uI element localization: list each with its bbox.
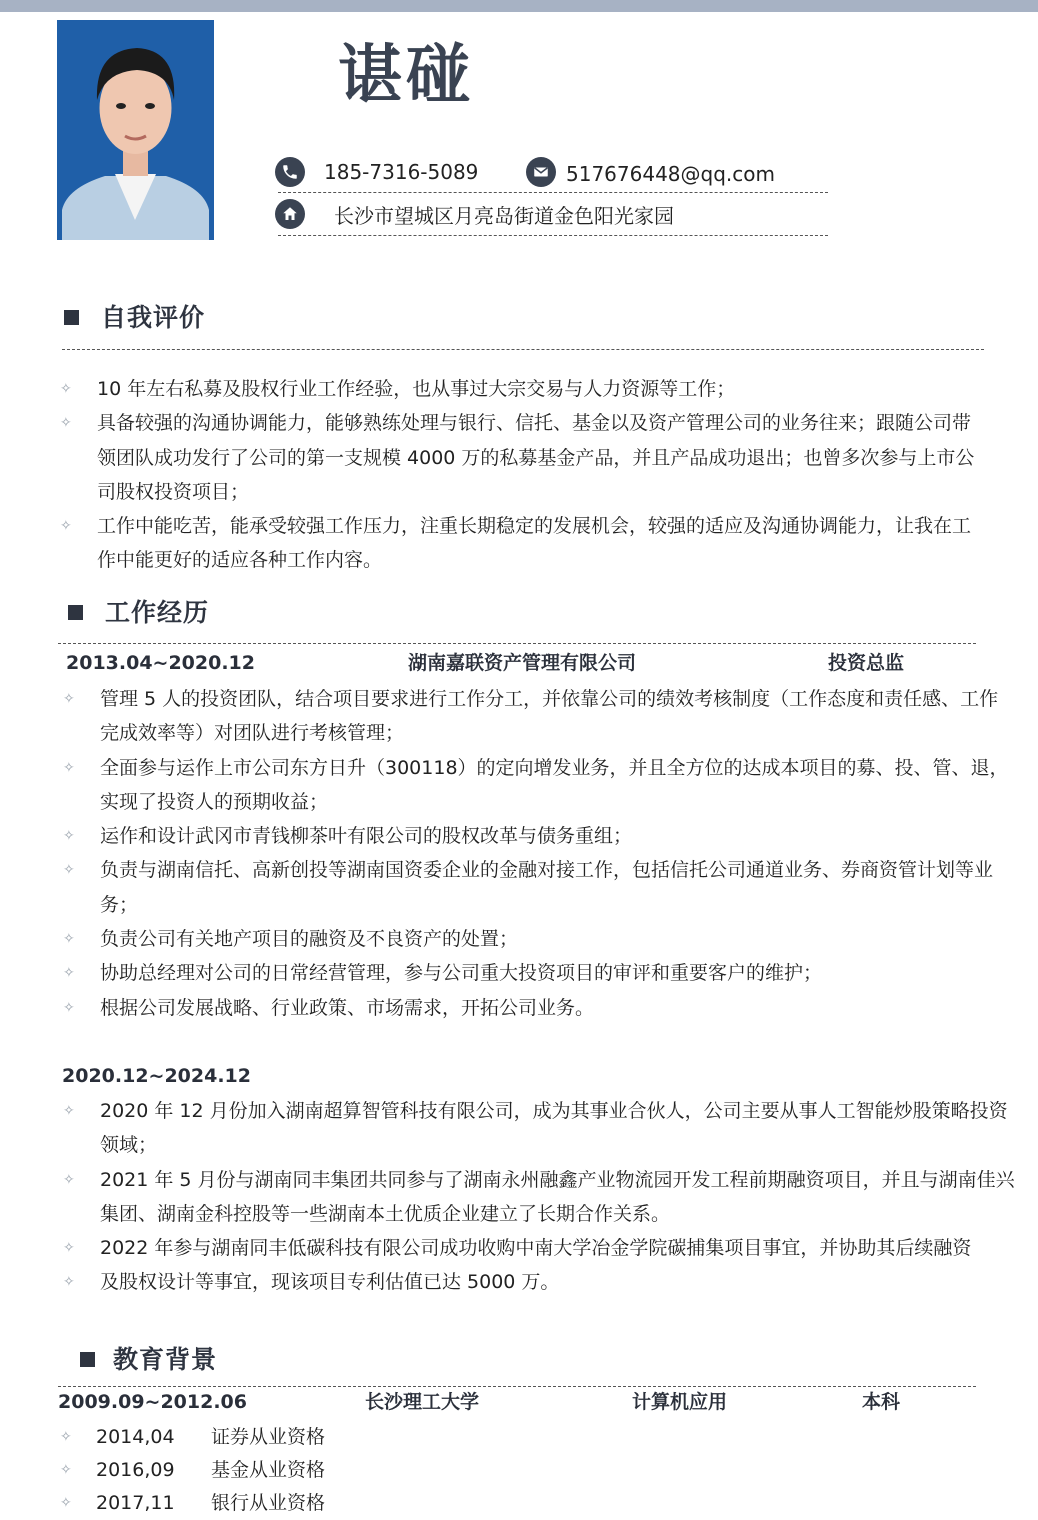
list-item: ✧ 2020 年 12 月份加入湖南超算智管科技有限公司，成为其事业合伙人，公司主要从事人工智能炒股策略投资领域； <box>100 1094 1018 1163</box>
self-eval-title: 自我评价 <box>101 303 206 332</box>
work-title: 工作经历 <box>105 598 210 627</box>
bullet-icon: ✧ <box>63 1274 75 1291</box>
cert-row <box>60 1421 325 1454</box>
top-accent-bar <box>0 0 1038 12</box>
cert-date: 2017,11 <box>96 1492 175 1514</box>
education-header <box>80 1347 217 1372</box>
list-item: ✧ 10 年左右私募及股权行业工作经验，也从事过大宗交易与人力资源等工作； <box>97 372 985 406</box>
cert-name: 银行从业资格 <box>211 1492 326 1514</box>
cert-name: 证券从业资格 <box>211 1426 326 1448</box>
email-address: 517676448@qq.com <box>566 162 775 186</box>
candidate-name: 谌碰 <box>338 39 474 113</box>
bullet-icon: ✧ <box>63 828 75 845</box>
bullet-icon: ✧ <box>63 1103 75 1119</box>
self-eval-list <box>60 372 985 578</box>
bullet-icon: ✧ <box>60 1495 72 1511</box>
work-header <box>68 600 209 625</box>
bullet-icon: ✧ <box>63 1240 75 1257</box>
section-marker <box>80 1352 95 1367</box>
section-marker <box>68 605 83 620</box>
education-title: 教育背景 <box>113 1345 218 1374</box>
list-item: ✧ 工作中能吃苦，能承受较强工作压力，注重长期稳定的发展机会，较强的适应及沟通协调能力，让我在工作中能更好的适应各种工作内容。 <box>97 509 985 578</box>
list-item: ✧ 根据公司发展战略、行业政策、市场需求，开拓公司业务。 <box>100 991 1010 1025</box>
job1-period: 2013.04~2020.12 <box>66 652 255 674</box>
edu-major: 计算机应用 <box>632 1391 728 1413</box>
cert-row <box>60 1487 325 1520</box>
list-item: ✧ 负责公司有关地产项目的融资及不良资产的处置； <box>100 922 1010 956</box>
bullet-icon: ✧ <box>63 931 75 948</box>
edu-period: 2009.09~2012.06 <box>58 1391 247 1413</box>
section-marker <box>64 310 79 325</box>
mail-icon <box>526 157 556 187</box>
job1-company: 湖南嘉联资产管理有限公司 <box>408 652 637 674</box>
bullet-icon: ✧ <box>63 691 75 707</box>
bullet-icon: ✧ <box>60 415 72 432</box>
bullet-icon: ✧ <box>60 518 72 535</box>
list-item: ✧ 2021 年 5 月份与湖南同丰集团共同参与了湖南永州融鑫产业物流园开发工程前期融资项目，并且与湖南佳兴集团、湖南金科控股等一些湖南本土优质企业建立了长期合作关系。 <box>100 1163 1018 1232</box>
contact-divider-2 <box>278 235 828 236</box>
cert-list <box>60 1421 325 1520</box>
bullet-icon: ✧ <box>63 759 75 776</box>
cert-date: 2014,04 <box>96 1426 175 1448</box>
job2-period: 2020.12~2024.12 <box>62 1065 251 1087</box>
edu-degree: 本科 <box>862 1391 901 1413</box>
education-divider <box>58 1386 976 1387</box>
list-item: ✧ 协助总经理对公司的日常经营管理，参与公司重大投资项目的审评和重要客户的维护； <box>100 956 1010 990</box>
list-item: ✧ 负责与湖南信托、高新创投等湖南国资委企业的金融对接工作，包括信托公司通道业务、券商资管计划等业务； <box>100 853 1010 922</box>
list-item: ✧ 全面参与运作上市公司东方日升（300118）的定向增发业务，并且全方位的达成本项目的募、投、管、退，实现了投资人的预期收益； <box>100 751 1010 820</box>
list-item: ✧ 运作和设计武冈市青钱柳茶叶有限公司的股权改革与债务重组； <box>100 819 1010 853</box>
phone-icon <box>275 157 305 187</box>
work-divider <box>58 643 976 644</box>
profile-photo <box>57 20 214 240</box>
self-eval-divider <box>62 349 984 350</box>
cert-date: 2016,09 <box>96 1459 175 1481</box>
cert-name: 基金从业资格 <box>211 1459 326 1481</box>
bullet-icon: ✧ <box>60 1462 72 1478</box>
phone-number: 185-7316-5089 <box>324 160 479 184</box>
bullet-icon: ✧ <box>63 965 75 982</box>
edu-school: 长沙理工大学 <box>365 1391 480 1413</box>
list-item: ✧ 具备较强的沟通协调能力，能够熟练处理与银行、信托、基金以及资产管理公司的业务往来；跟随公司带领团队成功发行了公司的第一支规模 4000 万的私募基金产品，并且产品成功退出；也曾多次参与上市公司股权投资项目； <box>97 406 985 509</box>
bullet-icon: ✧ <box>63 862 75 879</box>
bullet-icon: ✧ <box>63 999 75 1016</box>
home-address: 长沙市望城区月亮岛街道金色阳光家园 <box>334 204 674 228</box>
job2-duties <box>63 1094 1018 1300</box>
job1-position: 投资总监 <box>828 652 905 674</box>
home-icon <box>275 199 305 229</box>
contact-divider-1 <box>278 192 828 193</box>
bullet-icon: ✧ <box>63 1171 75 1188</box>
self-eval-header <box>64 305 205 330</box>
bullet-icon: ✧ <box>60 381 72 397</box>
list-item: ✧ 管理 5 人的投资团队，结合项目要求进行工作分工，并依靠公司的绩效考核制度（工作态度和责任感、工作完成效率等）对团队进行考核管理； <box>100 682 1010 751</box>
cert-row <box>60 1454 325 1487</box>
list-item: ✧ 及股权设计等事宜，现该项目专利估值已达 5000 万。 <box>100 1265 1018 1299</box>
list-item: ✧ 2022 年参与湖南同丰低碳科技有限公司成功收购中南大学冶金学院碳捕集项目事宜，并协助其后续融资 <box>100 1231 1018 1265</box>
job1-duties <box>63 682 1010 1025</box>
bullet-icon: ✧ <box>60 1429 72 1445</box>
